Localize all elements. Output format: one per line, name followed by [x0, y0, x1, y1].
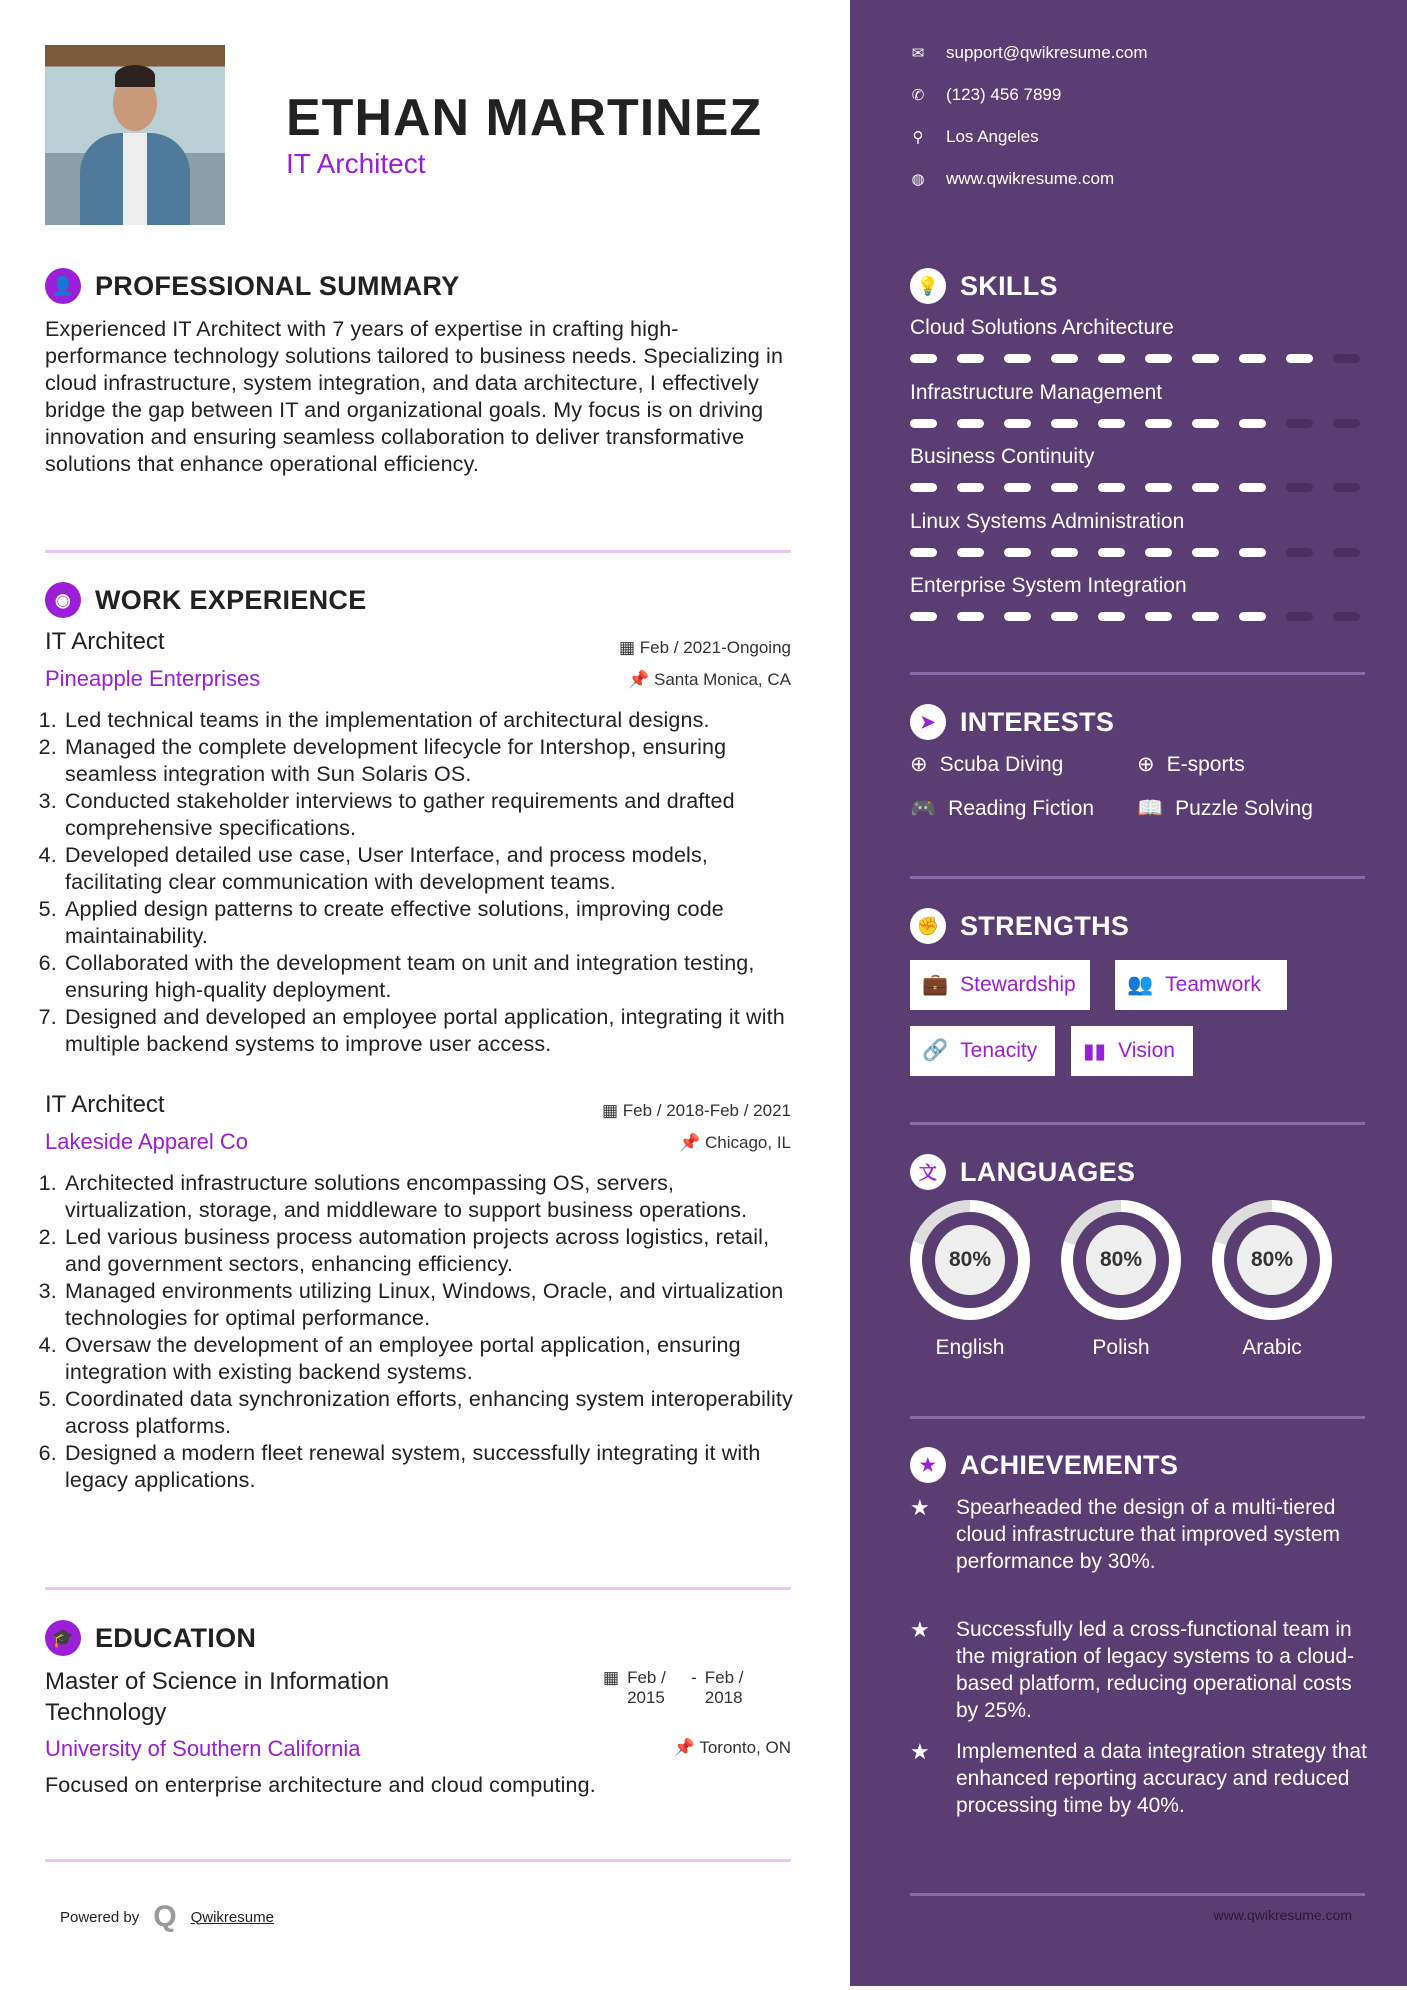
contact-location: ⚲ Los Angeles: [910, 127, 1039, 147]
users-icon: 👥: [1127, 973, 1154, 996]
skill-level-segment: [1239, 419, 1266, 428]
skill-level-segment: [1333, 612, 1360, 621]
job-location: 📌 Santa Monica, CA: [628, 670, 791, 689]
job-bullet: 6. Designed a modern fleet renewal system, successfully integrating it with legacy applications.: [63, 1440, 795, 1494]
skill-level-segment: [1192, 419, 1219, 428]
strength-tag: 🔗 Tenacity: [910, 1026, 1055, 1076]
qwikresume-link[interactable]: Qwikresume: [190, 1908, 274, 1926]
pin-icon: 📌: [673, 1738, 700, 1757]
skill-level-segment: [957, 483, 984, 492]
job-date: ▦ Feb / 2018-Feb / 2021: [601, 1101, 791, 1120]
skill-name: Enterprise System Integration: [910, 574, 1187, 597]
skill-level-segment: [957, 419, 984, 428]
skill-level-segment: [1192, 612, 1219, 621]
divider: [910, 1893, 1365, 1896]
skill-level-segment: [1051, 354, 1078, 363]
divider: [45, 1587, 791, 1590]
briefcase-icon: 💼: [922, 973, 949, 996]
skill-level-bar: [910, 612, 1370, 621]
education-desc: Focused on enterprise architecture and cloud computing.: [45, 1773, 596, 1797]
skill-level-segment: [1051, 483, 1078, 492]
skill-item: [910, 316, 1370, 363]
skill-level-segment: [1004, 483, 1031, 492]
job-company: Lakeside Apparel Co: [45, 1129, 249, 1154]
interest-item: ⊕ E-sports: [1137, 752, 1245, 776]
school: University of Southern California: [45, 1736, 361, 1761]
skill-level-segment: [1098, 612, 1125, 621]
skill-level-segment: [910, 483, 937, 492]
skill-level-segment: [1051, 612, 1078, 621]
skill-level-segment: [1145, 548, 1172, 557]
language-name: Polish: [1092, 1336, 1150, 1359]
divider: [910, 672, 1365, 675]
interest-item: 📖 Puzzle Solving: [1137, 797, 1313, 820]
language-item: [908, 1200, 1032, 1360]
chair-icon: ◉: [45, 582, 81, 618]
job-bullet: 1. Architected infrastructure solutions encompassing OS, servers, virtualization, storage, and middleware to support business operations.: [63, 1170, 795, 1224]
skill-level-segment: [1286, 483, 1313, 492]
skill-level-segment: [1098, 354, 1125, 363]
job-bullet: 3. Conducted stakeholder interviews to gather requirements and drafted comprehensive specifications.: [63, 788, 795, 842]
skill-level-segment: [1192, 483, 1219, 492]
contact-email: ✉ support@qwikresume.com: [911, 43, 1148, 62]
language-progress-ring: [1061, 1200, 1181, 1320]
star-badge-icon: ★: [910, 1447, 946, 1483]
gamepad-icon: 🎮: [910, 797, 937, 820]
skill-name: Business Continuity: [910, 445, 1095, 468]
job-bullet: 4. Developed detailed use case, User Interface, and process models, facilitating clear communication with development teams.: [63, 842, 795, 896]
contact-website: ◍ www.qwikresume.com: [911, 169, 1115, 188]
skill-level-segment: [957, 612, 984, 621]
achievements-heading: ★ ACHIEVEMENTS: [910, 1447, 1178, 1483]
skill-level-segment: [1239, 483, 1266, 492]
job-location: 📌 Chicago, IL: [679, 1133, 791, 1152]
qwikresume-logo-icon: Q: [153, 1900, 177, 1933]
phone-icon: ✆: [911, 87, 925, 104]
star-icon: ★: [910, 1739, 930, 1764]
education-dates: ▦ Feb / 2015 - Feb / 2018: [603, 1668, 744, 1707]
achievement-item: ★ Implemented a data integration strategy that enhanced reporting accuracy and reduced processing time by 40%.: [910, 1739, 1367, 1817]
job-bullet: 3. Managed environments utilizing Linux, Windows, Oracle, and virtualization technologies for optimal performance.: [63, 1278, 795, 1332]
paper-plane-icon: ➤: [910, 704, 946, 740]
profile-photo: [45, 45, 225, 225]
skill-level-segment: [910, 548, 937, 557]
skill-level-segment: [1333, 419, 1360, 428]
skill-name: Linux Systems Administration: [910, 509, 1185, 533]
skill-name: Cloud Solutions Architecture: [910, 316, 1174, 339]
skill-level-bar: [910, 483, 1370, 492]
skill-level-segment: [1239, 548, 1266, 557]
calendar-icon: ▦: [601, 1101, 623, 1120]
language-progress-ring: [910, 1200, 1030, 1320]
achievement-item: ★ Spearheaded the design of a multi-tiered cloud infrastructure that improved system performance by 30%.: [910, 1495, 1340, 1573]
translate-icon: 文: [910, 1154, 946, 1190]
calendar-icon: ▦: [603, 1668, 620, 1687]
skill-level-segment: [1098, 419, 1125, 428]
interests-heading: ➤ INTERESTS: [910, 704, 1114, 740]
sidebar: [850, 0, 1407, 1986]
skill-level-segment: [1004, 612, 1031, 621]
skill-level-segment: [1286, 548, 1313, 557]
skill-level-bar: [910, 548, 1370, 557]
language-item: [1059, 1200, 1183, 1360]
skill-level-segment: [1145, 419, 1172, 428]
skill-level-segment: [957, 354, 984, 363]
skill-level-segment: [1004, 419, 1031, 428]
divider: [910, 1122, 1365, 1125]
strength-tag: 💼 Stewardship: [910, 960, 1090, 1010]
link-icon: 🔗: [922, 1039, 949, 1062]
language-name: English: [935, 1336, 1005, 1359]
skill-level-segment: [1286, 612, 1313, 621]
education-heading: 🎓 EDUCATION: [45, 1620, 256, 1656]
skill-item: [910, 445, 1370, 492]
interest-item: 🎮 Reading Fiction: [910, 797, 1095, 820]
candidate-title: IT Architect: [286, 148, 426, 179]
job-bullet: 5. Coordinated data synchronization efforts, enhancing system interoperability across platforms.: [63, 1386, 795, 1440]
language-percent: 80%: [935, 1225, 1005, 1295]
job-company: Pineapple Enterprises: [45, 666, 261, 691]
job-bullets: [45, 1170, 795, 1494]
globe-icon: ◍: [911, 171, 925, 188]
skill-level-segment: [1239, 612, 1266, 621]
contact-phone: ✆ (123) 456 7899: [911, 85, 1062, 104]
degree: Master of Science in Information Technology: [45, 1668, 390, 1726]
experience-heading: ◉ WORK EXPERIENCE: [45, 582, 367, 618]
candidate-name: ETHAN MARTINEZ: [286, 89, 763, 147]
divider: [910, 1416, 1365, 1419]
skill-level-segment: [1286, 419, 1313, 428]
star-icon: ★: [910, 1617, 930, 1642]
pin-icon: 📌: [628, 670, 654, 689]
skill-level-segment: [910, 354, 937, 363]
map-pin-icon: ⚲: [912, 129, 924, 146]
graduation-cap-icon: 🎓: [45, 1620, 81, 1656]
job-bullet: 2. Managed the complete development lifecycle for Intershop, ensuring seamless integration with Sun Solaris OS.: [63, 734, 795, 788]
job-date: ▦ Feb / 2021-Ongoing: [618, 638, 791, 657]
book-icon: 📖: [1137, 797, 1164, 820]
skill-level-segment: [1239, 354, 1266, 363]
language-percent: 80%: [1237, 1225, 1307, 1295]
skill-level-segment: [1333, 354, 1360, 363]
skill-level-segment: [1333, 548, 1360, 557]
life-ring-icon: ⊕: [910, 753, 928, 776]
job-title: IT Architect: [45, 628, 165, 655]
language-name: Arabic: [1242, 1336, 1302, 1359]
skill-level-segment: [910, 419, 937, 428]
skill-level-segment: [1192, 354, 1219, 363]
skill-level-segment: [1145, 354, 1172, 363]
strengths-heading: ✊ STRENGTHS: [910, 908, 1129, 944]
job-bullets: [45, 707, 795, 1058]
pin-icon: 📌: [679, 1133, 705, 1152]
skill-level-segment: [1333, 483, 1360, 492]
strength-tag: ▮▮ Vision: [1071, 1026, 1193, 1076]
job-title: IT Architect: [45, 1091, 165, 1118]
language-item: [1210, 1200, 1334, 1360]
calendar-icon: ▦: [618, 638, 640, 657]
skill-name: Infrastructure Management: [910, 380, 1163, 404]
envelope-icon: ✉: [911, 45, 925, 62]
skill-level-segment: [1145, 483, 1172, 492]
interest-item: ⊕ Scuba Diving: [910, 752, 1064, 776]
user-icon: 👤: [45, 268, 81, 304]
skill-item: [910, 510, 1370, 557]
skill-level-segment: [1098, 483, 1125, 492]
fist-icon: ✊: [910, 908, 946, 944]
skill-level-segment: [1286, 354, 1313, 363]
skill-level-segment: [1098, 548, 1125, 557]
divider: [45, 550, 791, 553]
languages-heading: 文 LANGUAGES: [910, 1154, 1135, 1190]
skill-level-segment: [1051, 548, 1078, 557]
job-bullet: 6. Collaborated with the development team on unit and integration testing, ensuring high-quality deployment.: [63, 950, 795, 1004]
job-bullet: 5. Applied design patterns to create effective solutions, improving code maintainability.: [63, 896, 795, 950]
job-bullet: 7. Designed and developed an employee portal application, integrating it with multiple backend systems to improve user access.: [63, 1004, 795, 1058]
skill-level-segment: [1004, 548, 1031, 557]
skill-level-segment: [1004, 354, 1031, 363]
skill-item: [910, 381, 1370, 428]
divider: [910, 876, 1365, 879]
education-location: 📌 Toronto, ON: [673, 1738, 791, 1757]
job-bullet: 2. Led various business process automation projects across logistics, retail, and government sectors, enhancing efficiency.: [63, 1224, 795, 1278]
lightbulb-icon: 💡: [910, 268, 946, 304]
skills-heading: 💡 SKILLS: [910, 268, 1058, 304]
job-bullet: 1. Led technical teams in the implementation of architectural designs.: [63, 707, 795, 734]
skill-level-bar: [910, 354, 1370, 363]
summary-heading: 👤 PROFESSIONAL SUMMARY: [45, 268, 460, 304]
star-icon: ★: [910, 1495, 930, 1520]
powered-by: Powered by Q Qwikresume: [60, 1900, 274, 1933]
skill-level-bar: [910, 419, 1370, 428]
life-ring-icon: ⊕: [1137, 753, 1155, 776]
language-progress-ring: [1212, 1200, 1332, 1320]
skill-level-segment: [957, 548, 984, 557]
summary-text: Experienced IT Architect with 7 years of expertise in crafting high-performance technology solutions tailored to business needs. Specializing in cloud infrastructure, system integration, and data architecture, I effectively bridge the gap between IT and organizational goals. My focus is on driving innovation and ensuring seamless collaboration to deliver transformative solutions that enhance operational efficiency.: [45, 317, 784, 476]
binoculars-icon: ▮▮: [1083, 1039, 1107, 1063]
job-bullet: 4. Oversaw the development of an employee portal application, ensuring integration with existing backend systems.: [63, 1332, 795, 1386]
strength-tag: 👥 Teamwork: [1115, 960, 1287, 1010]
skill-item: [910, 574, 1370, 621]
footer-url[interactable]: www.qwikresume.com: [1213, 1907, 1352, 1923]
skill-level-segment: [1192, 548, 1219, 557]
divider: [45, 1859, 791, 1862]
skill-level-segment: [910, 612, 937, 621]
language-percent: 80%: [1086, 1225, 1156, 1295]
achievement-item: ★ Successfully led a cross-functional team in the migration of legacy systems to a cloud-based platform, reducing operational costs by 25%.: [910, 1617, 1355, 1722]
skill-level-segment: [1145, 612, 1172, 621]
skill-level-segment: [1051, 419, 1078, 428]
